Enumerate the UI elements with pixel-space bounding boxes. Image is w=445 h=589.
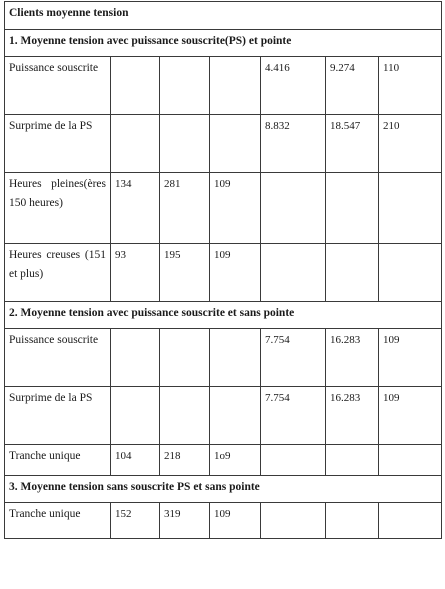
- table-cell: [160, 57, 210, 115]
- table-cell: [379, 173, 442, 244]
- table-cell: 109: [210, 503, 261, 539]
- table-cell: [210, 115, 261, 173]
- row-label: Heures creuses (151 et plus): [5, 244, 111, 302]
- row-label: Puissance souscrite: [5, 329, 111, 387]
- table-row: [5, 244, 442, 302]
- table-cell: 18.547: [326, 115, 379, 173]
- table-cell: [160, 115, 210, 173]
- table-cell: 7.754: [261, 329, 326, 387]
- table-cell: 109: [379, 387, 442, 445]
- row-label: Tranche unique: [5, 503, 111, 539]
- row-label: Surprime de la PS: [5, 115, 111, 173]
- table-cell: 8.832: [261, 115, 326, 173]
- table-cell: 1o9: [210, 445, 261, 476]
- table-cell: [210, 57, 261, 115]
- table-cell: [379, 503, 442, 539]
- table-title: Clients moyenne tension: [5, 2, 442, 30]
- section-heading-row: [5, 302, 442, 329]
- table-cell: [326, 173, 379, 244]
- section-heading: 3. Moyenne tension sans souscrite PS et sans pointe: [5, 476, 442, 503]
- table-cell: 281: [160, 173, 210, 244]
- section-heading: 1. Moyenne tension avec puissance souscrite(PS) et pointe: [5, 30, 442, 57]
- table-cell: [326, 445, 379, 476]
- table-cell: 319: [160, 503, 210, 539]
- section-heading-row: [5, 476, 442, 503]
- table-cell: [326, 503, 379, 539]
- table-title-row: [5, 2, 442, 30]
- table-row: [5, 57, 442, 115]
- table-row: [5, 387, 442, 445]
- table-cell: 152: [111, 503, 160, 539]
- table-cell: [261, 173, 326, 244]
- table-cell: 110: [379, 57, 442, 115]
- table-cell: [379, 445, 442, 476]
- table-cell: [111, 57, 160, 115]
- row-label: Surprime de la PS: [5, 387, 111, 445]
- table-cell: [379, 244, 442, 302]
- table-row: [5, 503, 442, 539]
- section-heading-row: [5, 30, 442, 57]
- table-cell: 109: [210, 173, 261, 244]
- table-cell: [111, 329, 160, 387]
- table-cell: 16.283: [326, 387, 379, 445]
- table-cell: [261, 503, 326, 539]
- table-cell: [111, 115, 160, 173]
- table-cell: [210, 329, 261, 387]
- table-cell: 109: [210, 244, 261, 302]
- row-label: Heures pleines(ères 150 heures): [5, 173, 111, 244]
- row-label: Tranche unique: [5, 445, 111, 476]
- table-cell: 210: [379, 115, 442, 173]
- table-row: [5, 329, 442, 387]
- row-label: Puissance souscrite: [5, 57, 111, 115]
- table-row: [5, 173, 442, 244]
- table-cell: [210, 387, 261, 445]
- tariff-table: [4, 1, 442, 539]
- section-heading: 2. Moyenne tension avec puissance souscrite et sans pointe: [5, 302, 442, 329]
- table-row: [5, 115, 442, 173]
- table-row: [5, 445, 442, 476]
- table-cell: 93: [111, 244, 160, 302]
- table-cell: 104: [111, 445, 160, 476]
- table-cell: [326, 244, 379, 302]
- table-cell: [261, 244, 326, 302]
- table-cell: [261, 445, 326, 476]
- table-cell: [160, 329, 210, 387]
- table-cell: [111, 387, 160, 445]
- table-cell: 7.754: [261, 387, 326, 445]
- table-cell: 9.274: [326, 57, 379, 115]
- table-cell: 195: [160, 244, 210, 302]
- table-cell: 109: [379, 329, 442, 387]
- table-cell: 134: [111, 173, 160, 244]
- table-cell: 16.283: [326, 329, 379, 387]
- table-cell: 218: [160, 445, 210, 476]
- table-cell: [160, 387, 210, 445]
- table-cell: 4.416: [261, 57, 326, 115]
